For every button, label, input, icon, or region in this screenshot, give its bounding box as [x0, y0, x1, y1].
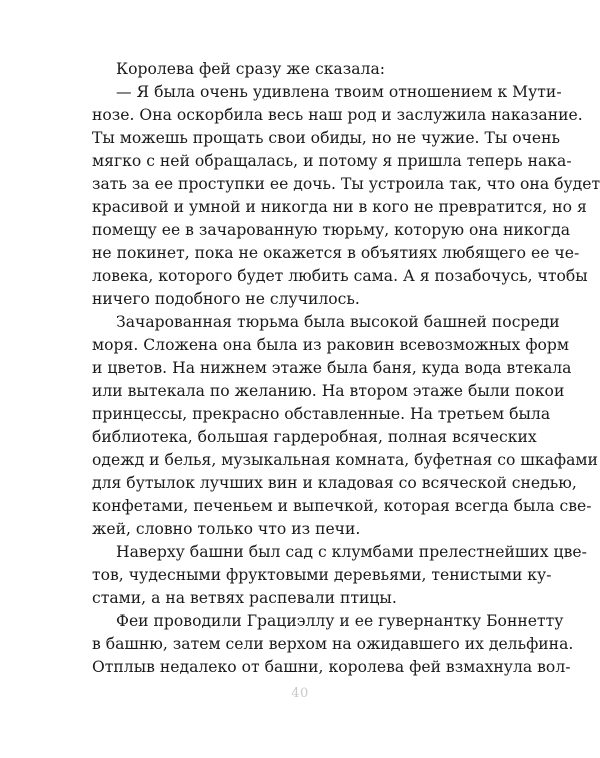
text-line: библиотека, большая гардеробная, полная всяческих [92, 428, 537, 446]
text-line: одежд и белья, музыкальная комната, буфетная со шкафами [92, 451, 598, 469]
text-line: для бутылок лучших вин и кладовая со всяческой снедью, [92, 474, 577, 492]
text-line: Королева фей сразу же сказала: [116, 60, 385, 78]
text-line: жей, словно только что из печи. [92, 520, 361, 538]
text-line: в башню, затем сели верхом на ожидавшего их дельфина. [92, 635, 574, 653]
text-line: — Я была очень удивлена твоим отношением к Мути- [116, 83, 562, 101]
text-line: ловека, которого будет любить сама. А я позабочусь, чтобы [92, 267, 588, 285]
text-line: конфетами, печеньем и выпечкой, которая всегда была све- [92, 497, 592, 515]
text-line: нозе. Она оскорбила весь наш род и заслужила наказание. [92, 106, 583, 124]
text-line: красивой и умной и никогда ни в кого не превратится, но я [92, 198, 587, 216]
text-line: и цветов. На нижнем этаже была баня, куда вода втекала [92, 359, 572, 377]
text-line: ничего подобного не случилось. [92, 290, 360, 308]
text-line: Ты можешь прощать свои обиды, но не чужие. Ты очень [92, 129, 561, 147]
text-line: принцессы, прекрасно обставленные. На третьем была [92, 405, 551, 423]
text-line: Наверху башни был сад с клумбами прелестнейших цве- [116, 543, 587, 561]
text-line: моря. Сложена она была из раковин всевозможных форм [92, 336, 570, 354]
text-line: стами, а на ветвях распевали птицы. [92, 589, 397, 607]
text-line: помещу ее в зачарованную тюрьму, которую она никогда [92, 221, 571, 239]
text-line: мягко с ней обращалась, и потому я пришла теперь нака- [92, 152, 572, 170]
text-line: не покинет, пока не окажется в объятиях любящего ее че- [92, 244, 580, 262]
page-number: 40 [291, 686, 309, 701]
body-text [92, 58, 600, 679]
text-line: или вытекала по желанию. На втором этаже были покои [92, 382, 565, 400]
text-line: Феи проводили Грациэллу и ее гувернантку Боннетту [116, 612, 564, 630]
text-line: Отплыв недалеко от башни, королева фей взмахнула вол- [92, 658, 571, 676]
text-line: Зачарованная тюрьма была высокой башней посреди [116, 313, 560, 331]
text-line: зать за ее проступки ее дочь. Ты устроила так, что она будет [92, 175, 600, 193]
text-line: тов, чудесными фруктовыми деревьями, тенистыми ку- [92, 566, 552, 584]
